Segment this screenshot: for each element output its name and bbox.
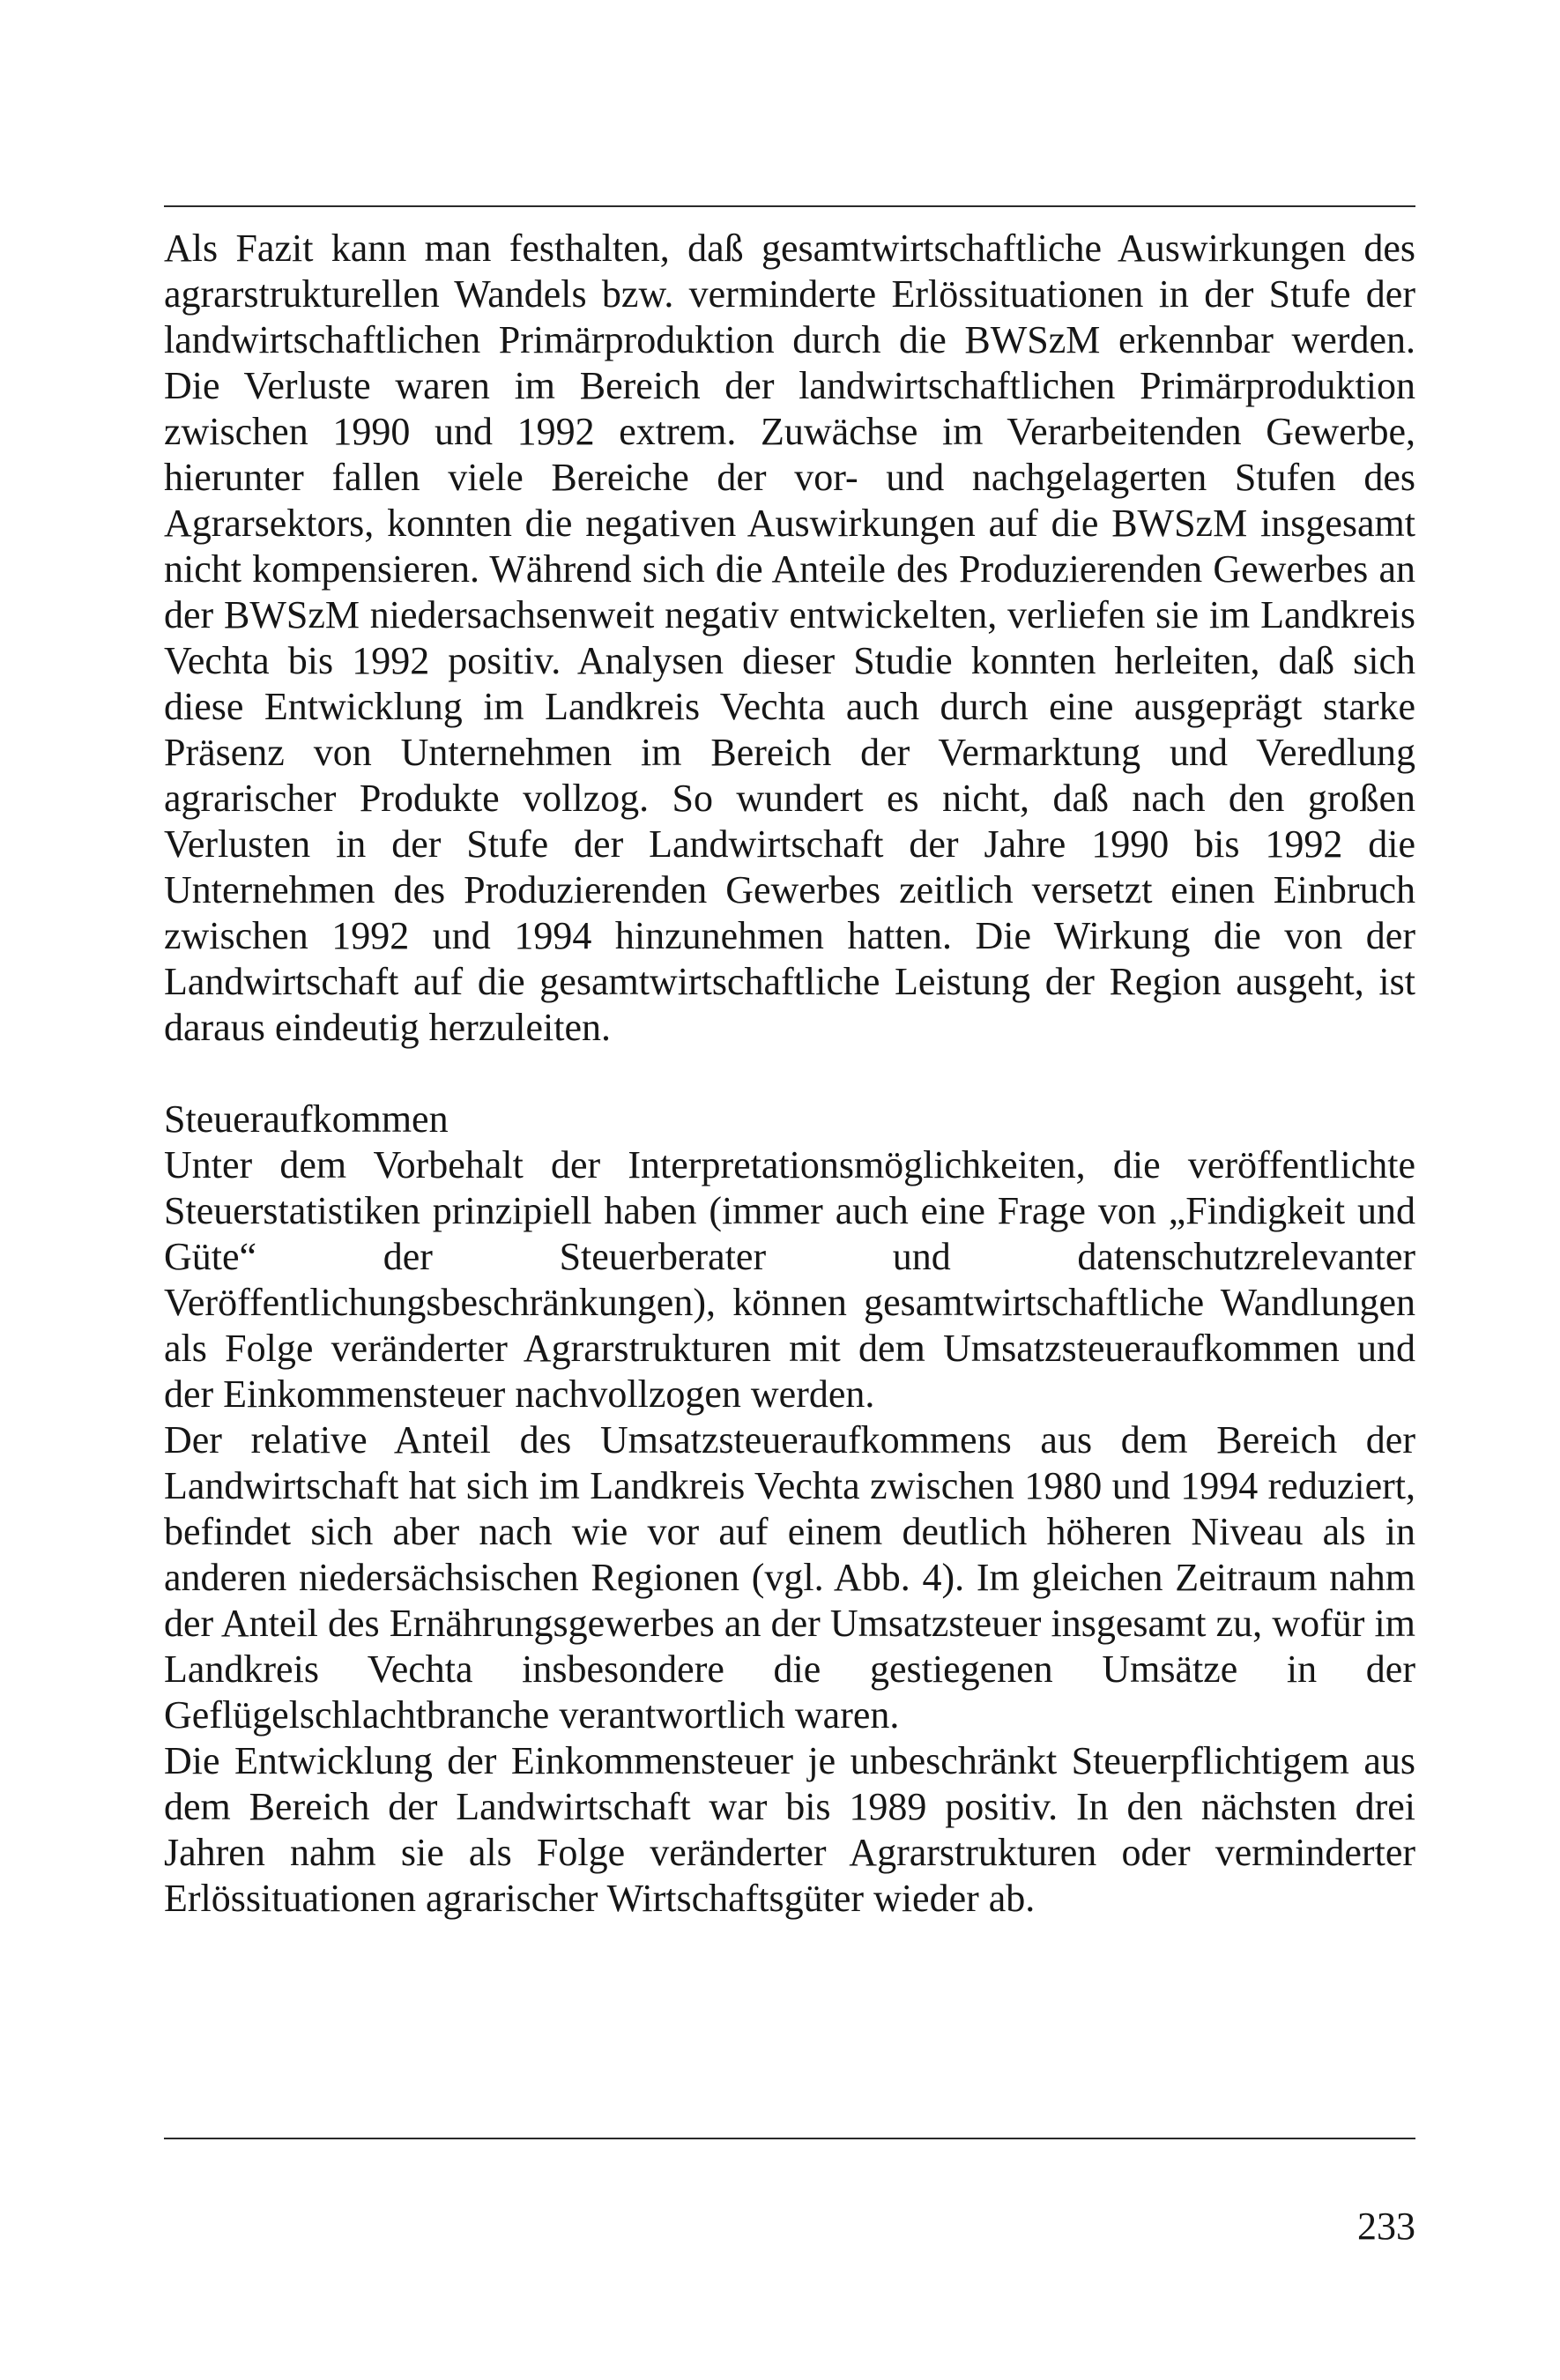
- paragraph-umsatzsteuer: Der relative Anteil des Umsatzsteueraufkommens aus dem Bereich der Landwirtschaft hat sich im Landkreis Vechta zwischen 1980 und 1994 reduziert, befindet sich aber nach wie vor auf einem deutlich höheren Niveau als in anderen niedersächsischen Regionen (vgl. Abb. 4). Im gleichen Zeitraum nahm der Anteil des Ernährungsgewerbes an der Umsatzsteuer insgesamt zu, wofür im Landkreis Vechta insbesondere die gestiegenen Umsätze in der Geflügelschlachtbranche verantwortlich waren.: [164, 1418, 1415, 1737]
- paragraph-spacer: [164, 1051, 1415, 1097]
- page-number: 233: [1357, 2205, 1415, 2248]
- bottom-rule: [164, 2138, 1415, 2139]
- paragraph-vorbehalt: Unter dem Vorbehalt der Interpretationsmöglichkeiten, die veröffentlichte Steuerstatistiken prinzipiell haben (immer auch eine Frage von „Findigkeit und Güte“ der Steuerberater und datenschutzrelevanter Veröffentlichungsbeschränkungen), können gesamtwirtschaftliche Wandlungen als Folge veränderter Agrarstrukturen mit dem Umsatzsteueraufkommen und der Einkommensteuer nachvollzogen werden.: [164, 1143, 1415, 1416]
- paragraph-einkommensteuer: Die Entwicklung der Einkommensteuer je unbeschränkt Steuerpflichtigem aus dem Bereich der Landwirtschaft war bis 1989 positiv. In den nächsten drei Jahren nahm sie als Folge veränderter Agrarstrukturen oder verminderter Erlössituationen agrarischer Wirtschaftsgüter wieder ab.: [164, 1739, 1415, 1920]
- section-heading: Steueraufkommen: [164, 1097, 449, 1141]
- top-rule: [164, 205, 1415, 207]
- body-text: [164, 226, 1415, 1922]
- paragraph-fazit: Als Fazit kann man festhalten, daß gesamtwirtschaftliche Auswirkungen des agrarstrukturellen Wandels bzw. verminderte Erlössituationen in der Stufe der landwirtschaftlichen Primärproduktion durch die BWSzM erkennbar werden. Die Verluste waren im Bereich der landwirtschaftlichen Primärproduktion zwischen 1990 und 1992 extrem. Zuwächse im Verarbeitenden Gewerbe, hierunter fallen viele Bereiche der vor- und nachgelagerten Stufen des Agrarsektors, konnten die negativen Auswirkungen auf die BWSzM insgesamt nicht kompensieren. Während sich die Anteile des Produzierenden Gewerbes an der BWSzM niedersachsenweit negativ entwickelten, verliefen sie im Landkreis Vechta bis 1992 positiv. Analysen dieser Studie konnten herleiten, daß sich diese Entwicklung im Landkreis Vechta auch durch eine ausgeprägt starke Präsenz von Unternehmen im Bereich der Vermarktung und Veredlung agrarischer Produkte vollzog. So wundert es nicht, daß nach den großen Verlusten in der Stufe der Landwirtschaft der Jahre 1990 bis 1992 die Unternehmen des Produzierenden Gewerbes zeitlich versetzt einen Einbruch zwischen 1992 und 1994 hinzunehmen hatten. Die Wirkung die von der Landwirtschaft auf die gesamtwirtschaftliche Leistung der Region ausgeht, ist daraus eindeutig herzuleiten.: [164, 227, 1415, 1049]
